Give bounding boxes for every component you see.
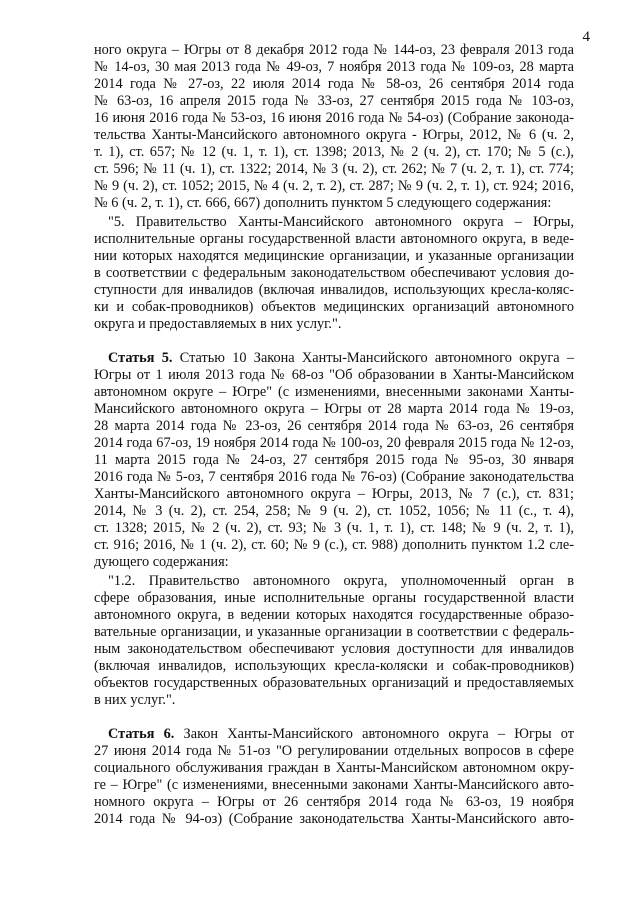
- text-line: 2014, № 3 (ч. 2), ст. 254, 258; № 9 (ч. 2), ст. 1052, 1056; № 11 (с., т. 4),: [94, 503, 574, 519]
- text-line: 2016 года № 5-оз, 7 сентября 2016 года № 76-оз) (Собрание законодательства: [94, 469, 574, 485]
- quote-line: округа и предоставляемых в них услуг.".: [94, 316, 342, 332]
- quote-line: (включая инвалидов, использующих кресла-коляски и собак-проводников): [94, 658, 574, 674]
- quote-line: "1.2. Правительство автономного округа, уполномоченный орган в: [108, 573, 574, 589]
- text-line: ст. 916; 2016, № 1 (ч. 2), ст. 60; № 9 (с.), ст. 988) дополнить пунктом 1.2 сле-: [94, 537, 574, 553]
- text-line: 11 марта 2015 года № 24-оз, 27 сентября 2015 года № 95-оз, 30 января: [94, 452, 574, 468]
- article-6-first-line: [108, 726, 574, 743]
- text-line: ст. 1328; 2015, № 2 (ч. 2), ст. 93; № 3 (ч. 1, т. 1), ст. 148; № 9 (ч. 2, т. 1),: [94, 520, 574, 536]
- article-5-first-line: [108, 350, 574, 367]
- text-line: 2014 года № 94-оз) (Собрание законодательства Ханты-Мансийского авто-: [94, 811, 574, 827]
- page-number: 4: [582, 29, 590, 45]
- quote-line: объектов государственных образовательных организаций и предоставляемых: [94, 675, 574, 691]
- quote-line: исполнительные органы государственной власти автономного округа, в веде-: [94, 231, 574, 247]
- text-line: дующего содержания:: [94, 554, 229, 570]
- text-line: 28 марта 2014 года № 23-оз, 26 сентября 2014 года № 63-оз, 26 сентября: [94, 418, 574, 434]
- article-6-heading: Статья 6.: [108, 726, 175, 742]
- text-line: № 63-оз, 16 апреля 2015 года № 33-оз, 27 сентября 2015 года № 103-оз,: [94, 93, 574, 109]
- quote-line: в них услуг.".: [94, 692, 176, 708]
- text-line: ге – Югре" (с изменениями, внесенными законами Ханты-Мансийского авто-: [94, 777, 574, 793]
- text-line: социального обслуживания граждан в Ханты-Мансийском автономном окру-: [94, 760, 574, 776]
- text-line: Мансийского автономного округа – Югры от 28 марта 2014 года № 19-оз,: [94, 401, 574, 417]
- text-segment: Закон Ханты-Мансийского автономного округа – Югры от: [174, 726, 574, 742]
- quote-line: в соответствии с федеральным законодательством обеспечивают условия до-: [94, 265, 574, 281]
- text-line: Ханты-Мансийского автономного округа – Югры, 2013, № 7 (с.), ст. 831;: [94, 486, 574, 502]
- text-line: № 6 (ч. 2, т. 1), ст. 666, 667) дополнить пунктом 5 следующего содержания:: [94, 195, 552, 211]
- text-line: автономном округе – Югре" (с изменениями, внесенными законами Ханты-: [94, 384, 574, 400]
- text-line: ного округа – Югры от 8 декабря 2012 года № 144-оз, 23 февраля 2013 года: [94, 42, 574, 58]
- text-segment: Статью 10 Закона Ханты-Мансийского автономного округа –: [172, 350, 574, 366]
- quote-line: сфере образования, иные исполнительные органы государственной власти: [94, 590, 574, 606]
- text-line: 27 июня 2014 года № 51-оз "О регулировании отдельных вопросов в сфере: [94, 743, 574, 759]
- text-line: 2014 года № 27-оз, 22 июля 2014 года № 58-оз, 26 сентября 2014 года: [94, 76, 574, 92]
- text-line: ст. 596; № 11 (ч. 1), ст. 1322; 2014, № 3 (ч. 2), ст. 262; № 7 (ч. 2, т. 1), ст. 774;: [94, 161, 574, 177]
- text-line: № 14-оз, 30 мая 2013 года № 49-оз, 7 ноября 2013 года № 109-оз, 28 марта: [94, 59, 574, 75]
- text-line: т. 1), ст. 657; № 12 (ч. 1, т. 1), ст. 1398; 2013, № 2 (ч. 2), ст. 170; № 5 (с.),: [94, 144, 574, 160]
- quote-line: автономного округа, в ведении которых находятся государственные образо-: [94, 607, 574, 623]
- quote-line: "5. Правительство Ханты-Мансийского автономного округа – Югры,: [108, 214, 574, 230]
- quote-line: вательные организации, и указанные организации в соответствии с федераль-: [94, 624, 574, 640]
- text-line: 16 июня 2016 года № 53-оз, 16 июня 2016 года № 54-оз) (Собрание законода-: [94, 110, 574, 126]
- text-line: тельства Ханты-Мансийского автономного округа - Югры, 2012, № 6 (ч. 2,: [94, 127, 574, 143]
- quote-line: нии которых находятся медицинские организации, и указанные организации: [94, 248, 574, 264]
- text-line: номного округа – Югры от 26 сентября 2014 года № 63-оз, 19 ноября: [94, 794, 574, 810]
- text-line: 2014 года 67-оз, 19 ноября 2014 года № 100-оз, 20 февраля 2015 года № 12-оз,: [94, 435, 574, 451]
- article-5-heading: Статья 5.: [108, 350, 173, 366]
- quote-line: ным законодательством обеспечивают условия доступности для инвалидов: [94, 641, 574, 657]
- quote-line: ступности для инвалидов (включая инвалидов, использующих кресла-коляс-: [94, 282, 574, 298]
- quote-line: ки и собак-проводников) объектов медицинских организаций автономного: [94, 299, 574, 315]
- text-line: Югры от 1 июля 2013 года № 68-оз "Об образовании в Ханты-Мансийском: [94, 367, 574, 383]
- text-line: № 9 (ч. 2), ст. 1052; 2015, № 4 (ч. 2, т. 2), ст. 287; № 9 (ч. 2, т. 1), ст. 924; 2016,: [94, 178, 574, 194]
